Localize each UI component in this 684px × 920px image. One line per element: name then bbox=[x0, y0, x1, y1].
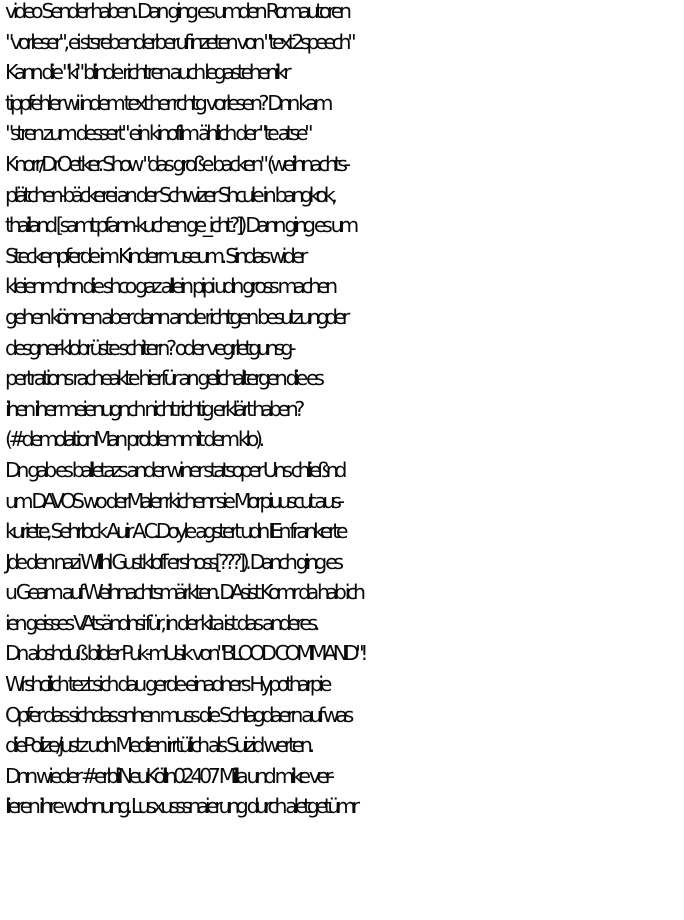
text-line-9: Steckenpferde im Kindermuseum. Sindas wider bbox=[5, 243, 304, 268]
text-line-1: video Sender haben. Dan ging es umden Romautoren bbox=[5, 0, 348, 23]
text-line-7: plätchen-bäckerei an der Schwizer Shcule in bangkok, bbox=[5, 182, 334, 207]
text-line-22: Dn abshcluß bilder Puk-mUsik von"BLOOD COMMAND"! bbox=[5, 641, 365, 666]
text-line-6: Knorr/DrOetker. Show "das große backen" (weihnachts- bbox=[5, 151, 347, 176]
body-text bbox=[5, 0, 684, 822]
text-line-10: kleienmchn die shco gaz allein pipi udn gross machen bbox=[5, 274, 334, 299]
text-line-17: um DAVOS wo derMaler rkichenr sie Morpiuuscut aus- bbox=[5, 488, 341, 513]
text-line-24: Opfer das sichdas snhen muss die Schlagdaern auf was bbox=[5, 702, 350, 727]
text-line-2: "vorleser", ei stsrebenderberuf inzeten von "text2speech" bbox=[5, 29, 353, 54]
text-line-12: desgner-klobrüste schitern? oder vegrletgunsg- bbox=[5, 335, 293, 360]
text-line-20: u Geam auf Weihnachtsmärkten. DAsist Komr da hab ich bbox=[5, 580, 362, 605]
text-line-18: kuriete, Sehrlock Auir A.C.Doyle agstert udn IEn frankerte bbox=[5, 519, 345, 544]
text-line-14: ihen iher meienugnch nicht richtig erklärt haben? bbox=[5, 396, 301, 421]
text-line-23: Wrshcilich tezt sich dau gerde einadners Hypotharpie bbox=[5, 672, 328, 697]
text-line-11: gehen können aber dann ande richtgen besutzungder bbox=[5, 304, 346, 329]
text-line-21: ien geisses VAtsändnsi für, in der kita ist das anderes. bbox=[5, 610, 317, 635]
text-line-16: Dn gab es balletazs ander winer statsoper Uns chließnd bbox=[5, 457, 344, 482]
text-line-8: thailand [samt pfann-kuchen ge_icht?]) Dann ging es um bbox=[5, 213, 355, 238]
text-line-26: Dnn wieder #erbliNeuKölln02407 Milla und mike ver- bbox=[5, 763, 331, 788]
text-line-27: lieren ihre wohnung. Lusxusssnaierung durch aletgetümr bbox=[5, 794, 356, 819]
text-line-4: tippfehler wi indem text her rchtg vorlesen? Dnn kam bbox=[5, 90, 330, 115]
text-line-5: "stren zum dessert" ein kinofilm ählich der "te atse" bbox=[5, 121, 310, 146]
text-line-3: Kann die "ki" blinde richtren auch legastehenikr bbox=[5, 60, 288, 85]
text-line-15: (#demolationMan problemmit dem klo). bbox=[5, 427, 261, 452]
text-line-13: pertrations racheakte hierfür an gelichaltergen die es bbox=[5, 366, 321, 391]
text-line-19: Jde den nazi WIlhl Gustkloff ershoss[???]). Danch ging es bbox=[5, 549, 340, 574]
text-line-25: diePolize/justz udn Medien irrtülich als Suizid werten. bbox=[5, 733, 311, 758]
